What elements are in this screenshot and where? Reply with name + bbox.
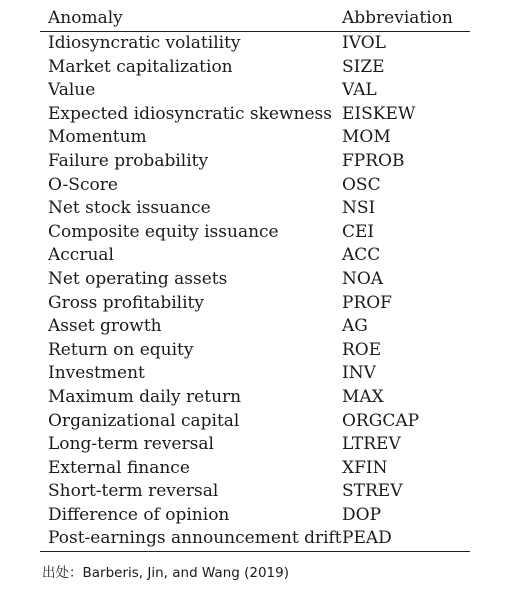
anomaly-cell: Market capitalization — [48, 56, 233, 77]
anomaly-cell: Short-term reversal — [48, 481, 219, 502]
abbreviation-cell: ACC — [342, 245, 381, 266]
table-row — [40, 527, 470, 551]
anomaly-cell: Long-term reversal — [48, 434, 214, 455]
abbreviation-cell: DOP — [342, 504, 382, 525]
anomaly-cell: Momentum — [48, 127, 147, 148]
table-row — [40, 268, 470, 292]
abbreviation-cell: XFIN — [342, 457, 388, 478]
table-row — [40, 32, 470, 56]
abbreviation-cell: MOM — [342, 127, 391, 148]
anomaly-cell: Idiosyncratic volatility — [48, 33, 241, 53]
anomaly-cell: Investment — [48, 363, 145, 384]
header-abbreviation: Abbreviation — [342, 8, 453, 28]
abbreviation-cell: PEAD — [342, 528, 392, 549]
table-row — [40, 433, 470, 457]
table-row — [40, 197, 470, 221]
abbreviation-cell: CEI — [342, 221, 375, 242]
abbreviation-cell: FPROB — [342, 150, 405, 171]
table-row — [40, 292, 470, 316]
anomaly-cell: Organizational capital — [48, 410, 240, 431]
anomaly-cell: Asset growth — [48, 316, 162, 337]
table-row — [40, 79, 470, 103]
table-row — [40, 362, 470, 386]
table-row — [40, 56, 470, 80]
bottom-rule — [40, 551, 470, 552]
anomaly-cell: O-Score — [48, 174, 118, 195]
abbreviation-cell: ORGCAP — [342, 410, 420, 431]
table-row — [40, 480, 470, 504]
anomaly-cell: Failure probability — [48, 150, 209, 171]
anomaly-cell: Net operating assets — [48, 268, 228, 289]
abbreviation-cell: INV — [342, 363, 376, 384]
anomaly-cell: Accrual — [48, 245, 114, 266]
abbreviation-cell: VAL — [342, 80, 377, 101]
table-row — [40, 150, 470, 174]
abbreviation-cell: LTREV — [342, 434, 401, 455]
abbreviation-cell: PROF — [342, 292, 392, 313]
anomaly-cell: Net stock issuance — [48, 198, 211, 219]
abbreviation-cell: IVOL — [342, 33, 386, 53]
table-row — [40, 103, 470, 127]
anomaly-cell: Expected idiosyncratic skewness — [48, 103, 332, 124]
table-row — [40, 410, 470, 434]
table-row — [40, 457, 470, 481]
table-row — [40, 126, 470, 150]
table-row — [40, 386, 470, 410]
abbreviation-cell: AG — [342, 316, 368, 337]
anomaly-cell: Gross profitability — [48, 292, 204, 313]
anomaly-cell: Post-earnings announcement drift — [48, 528, 342, 549]
source-caption: 出处：Barberis, Jin, and Wang (2019) — [42, 565, 290, 581]
anomaly-cell: Difference of opinion — [48, 504, 230, 525]
abbreviation-cell: STREV — [342, 481, 403, 502]
abbreviation-cell: OSC — [342, 174, 381, 195]
anomaly-cell: Maximum daily return — [48, 386, 242, 407]
anomaly-cell: External finance — [48, 457, 190, 478]
abbreviation-cell: NSI — [342, 198, 376, 219]
abbreviation-cell: SIZE — [342, 56, 385, 77]
table-row — [40, 339, 470, 363]
anomaly-table — [40, 5, 470, 552]
anomaly-cell: Value — [48, 80, 96, 101]
table-body — [40, 32, 470, 551]
abbreviation-cell: EISKEW — [342, 103, 416, 124]
table-header-row — [40, 5, 470, 31]
abbreviation-cell: ROE — [342, 339, 382, 360]
table-row — [40, 221, 470, 245]
anomaly-cell: Return on equity — [48, 339, 194, 360]
anomaly-cell: Composite equity issuance — [48, 221, 279, 242]
table-row — [40, 174, 470, 198]
abbreviation-cell: MAX — [342, 386, 384, 407]
header-anomaly: Anomaly — [48, 8, 123, 28]
table-row — [40, 315, 470, 339]
table-row — [40, 244, 470, 268]
abbreviation-cell: NOA — [342, 268, 384, 289]
table-row — [40, 504, 470, 528]
